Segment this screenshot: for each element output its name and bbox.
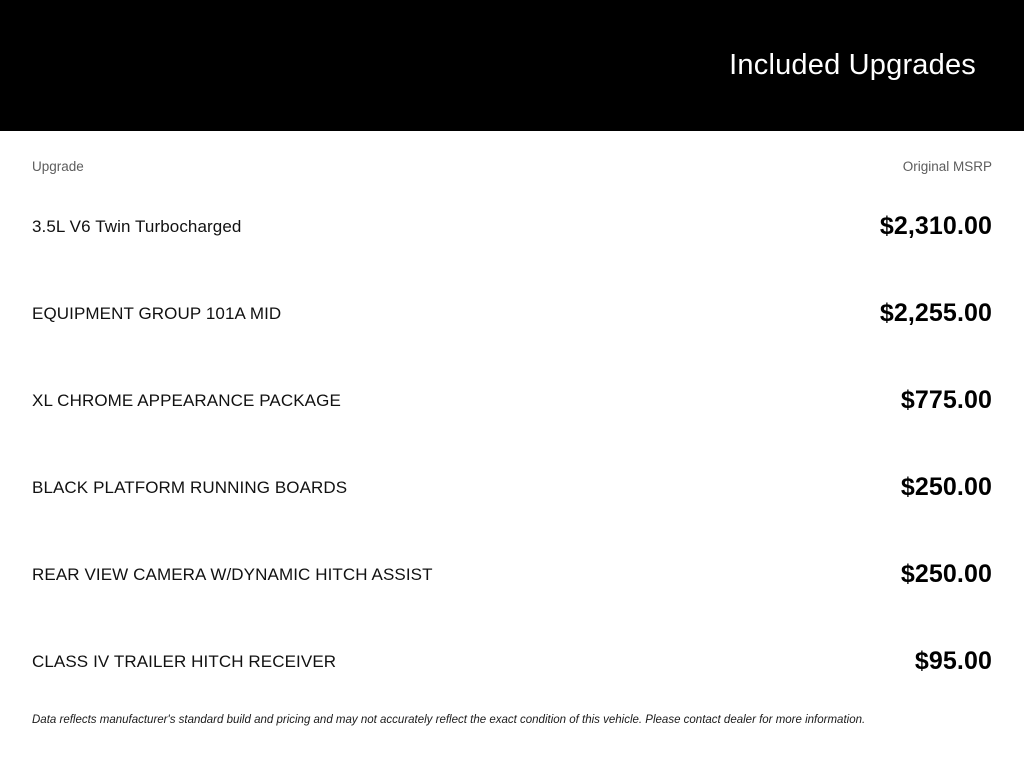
upgrade-price: $2,310.00 [879, 212, 992, 240]
page-title: Included Upgrades [729, 49, 976, 81]
content-area [0, 131, 1024, 768]
upgrade-name: REAR VIEW CAMERA W/DYNAMIC HITCH ASSIST [32, 564, 433, 584]
upgrade-name: XL CHROME APPEARANCE PACKAGE [32, 390, 341, 410]
column-header-upgrade: Upgrade [32, 159, 84, 174]
table-row [32, 531, 992, 618]
upgrade-price: $95.00 [914, 647, 992, 675]
table-header [32, 131, 992, 183]
upgrade-name: EQUIPMENT GROUP 101A MID [32, 303, 282, 323]
upgrade-name: BLACK PLATFORM RUNNING BOARDS [32, 477, 348, 497]
table-header-row [32, 131, 992, 183]
table-row [32, 444, 992, 531]
table-body [32, 183, 992, 705]
upgrade-price: $775.00 [900, 386, 992, 414]
upgrades-table [32, 131, 992, 705]
table-row [32, 183, 992, 270]
upgrade-price: $2,255.00 [879, 299, 992, 327]
column-header-original-msrp: Original MSRP [902, 159, 992, 174]
upgrade-price: $250.00 [900, 560, 992, 588]
table-row [32, 357, 992, 444]
upgrade-price: $250.00 [900, 473, 992, 501]
table-row [32, 618, 992, 705]
upgrade-name: CLASS IV TRAILER HITCH RECEIVER [32, 651, 337, 671]
upgrade-name: 3.5L V6 Twin Turbocharged [32, 216, 242, 236]
disclaimer-text: Data reflects manufacturer's standard build and pricing and may not accurately reflect the exact condition of this vehicle. Please contact dealer for more information. [32, 714, 866, 726]
page-header [0, 0, 1024, 131]
table-row [32, 270, 992, 357]
